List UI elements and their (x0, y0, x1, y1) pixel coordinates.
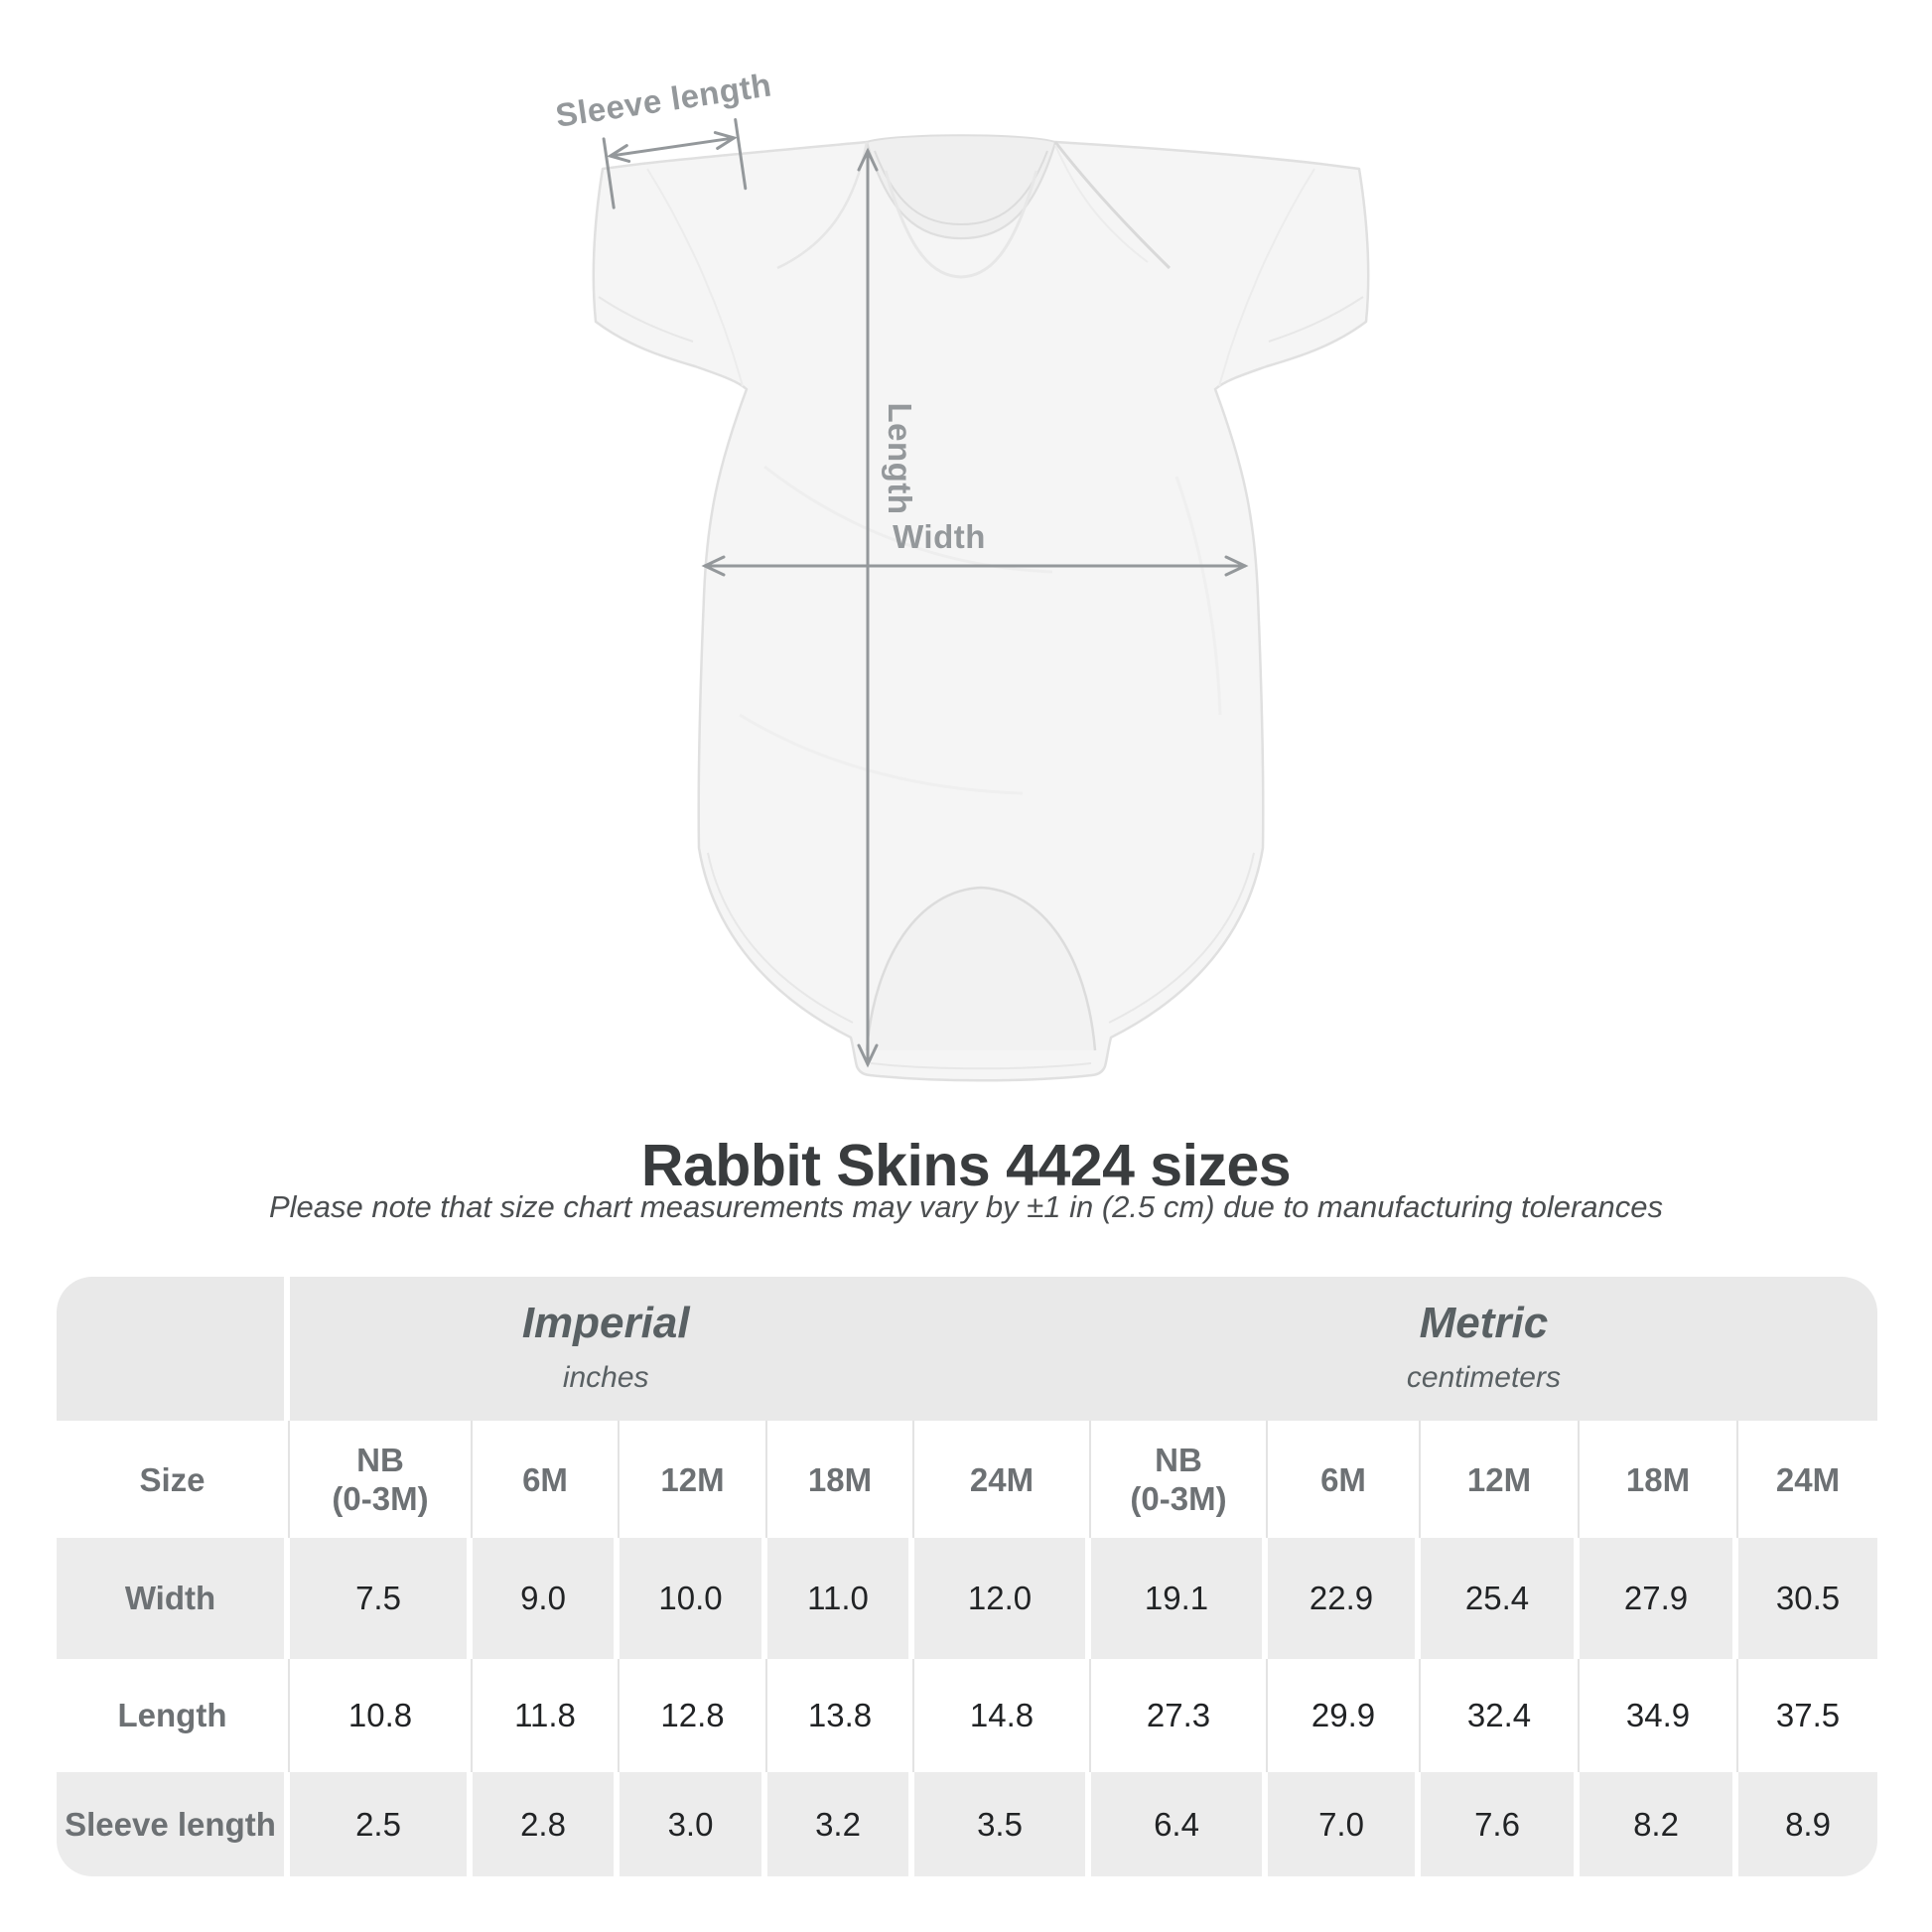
value-cell: 3.2 (767, 1772, 914, 1876)
size-table (57, 1277, 1877, 1876)
size-header-cell (57, 1421, 290, 1538)
imperial-section-header (522, 1299, 690, 1395)
metric-section-header (1407, 1299, 1561, 1395)
col-header-label: NB (356, 1442, 404, 1478)
value-cell: 12.8 (620, 1659, 767, 1772)
value-cell: 7.5 (290, 1538, 473, 1659)
value-cell: 6.4 (1091, 1772, 1268, 1876)
col-header-18m-imperial (767, 1421, 914, 1538)
value-cell: 7.0 (1268, 1772, 1421, 1876)
value-cell: 3.0 (620, 1772, 767, 1876)
size-header-label: Size (139, 1460, 206, 1498)
value-cell: 27.9 (1580, 1538, 1738, 1659)
column-header-row (57, 1421, 1877, 1538)
imperial-label: Imperial (521, 1299, 690, 1347)
col-header-label: (0-3M) (332, 1480, 429, 1517)
value-cell: 8.9 (1738, 1772, 1877, 1876)
width-label: Width (893, 518, 986, 555)
col-header-label: NB (1155, 1442, 1202, 1478)
sleeve-length-label: Sleeve length (553, 66, 774, 134)
col-header-12m-imperial (620, 1421, 767, 1538)
value-cell: 2.5 (290, 1772, 473, 1876)
value-cell: 22.9 (1268, 1538, 1421, 1659)
table-row-sleeve-length (57, 1772, 1877, 1876)
col-header-nb-metric (1091, 1421, 1268, 1538)
unit-band (290, 1277, 1877, 1421)
table-corner-cell (57, 1277, 290, 1421)
col-header-12m-metric (1421, 1421, 1580, 1538)
col-header-label: 6M (522, 1460, 568, 1498)
col-header-label: 12M (660, 1460, 725, 1498)
value-cell: 32.4 (1421, 1659, 1580, 1772)
col-header-6m-metric (1268, 1421, 1421, 1538)
row-label-length: Length (57, 1659, 290, 1772)
col-header-label: 18M (1625, 1460, 1691, 1498)
table-row-width (57, 1538, 1877, 1659)
imperial-unit-label: inches (562, 1361, 649, 1394)
col-header-label: 24M (969, 1460, 1035, 1498)
value-cell: 2.8 (473, 1772, 620, 1876)
col-header-24m-imperial (914, 1421, 1091, 1538)
col-header-6m-imperial (473, 1421, 620, 1538)
metric-label: Metric (1419, 1299, 1549, 1347)
value-cell: 25.4 (1421, 1538, 1580, 1659)
row-label-sleeve-length: Sleeve length (57, 1772, 290, 1876)
metric-unit-label: centimeters (1406, 1361, 1561, 1394)
value-cell: 13.8 (767, 1659, 914, 1772)
value-cell: 29.9 (1268, 1659, 1421, 1772)
value-cell: 8.2 (1580, 1772, 1738, 1876)
table-row-length (57, 1659, 1877, 1772)
page-title: Rabbit Skins 4424 sizes (640, 1133, 1292, 1198)
unit-section-row (57, 1277, 1877, 1421)
tolerance-note: Please note that size chart measurements may vary by ±1 in (2.5 cm) due to manufacturing tolerances (268, 1189, 1664, 1224)
value-cell: 12.0 (914, 1538, 1091, 1659)
value-cell: 27.3 (1091, 1659, 1268, 1772)
bodysuit-illustration (594, 135, 1368, 1080)
value-cell: 14.8 (914, 1659, 1091, 1772)
value-cell: 11.0 (767, 1538, 914, 1659)
col-header-nb-imperial (290, 1421, 473, 1538)
value-cell: 11.8 (473, 1659, 620, 1772)
col-header-label: 12M (1466, 1460, 1532, 1498)
value-cell: 9.0 (473, 1538, 620, 1659)
value-cell: 3.5 (914, 1772, 1091, 1876)
col-header-24m-metric (1738, 1421, 1877, 1538)
col-header-label: 6M (1320, 1460, 1366, 1498)
value-cell: 10.8 (290, 1659, 473, 1772)
row-label-width: Width (57, 1538, 290, 1659)
col-header-18m-metric (1580, 1421, 1738, 1538)
value-cell: 10.0 (620, 1538, 767, 1659)
value-cell: 19.1 (1091, 1538, 1268, 1659)
value-cell: 30.5 (1738, 1538, 1877, 1659)
length-label: Length (882, 402, 918, 515)
value-cell: 37.5 (1738, 1659, 1877, 1772)
col-header-label: (0-3M) (1130, 1480, 1227, 1517)
col-header-label: 18M (807, 1460, 873, 1498)
value-cell: 34.9 (1580, 1659, 1738, 1772)
value-cell: 7.6 (1421, 1772, 1580, 1876)
col-header-label: 24M (1775, 1460, 1841, 1498)
